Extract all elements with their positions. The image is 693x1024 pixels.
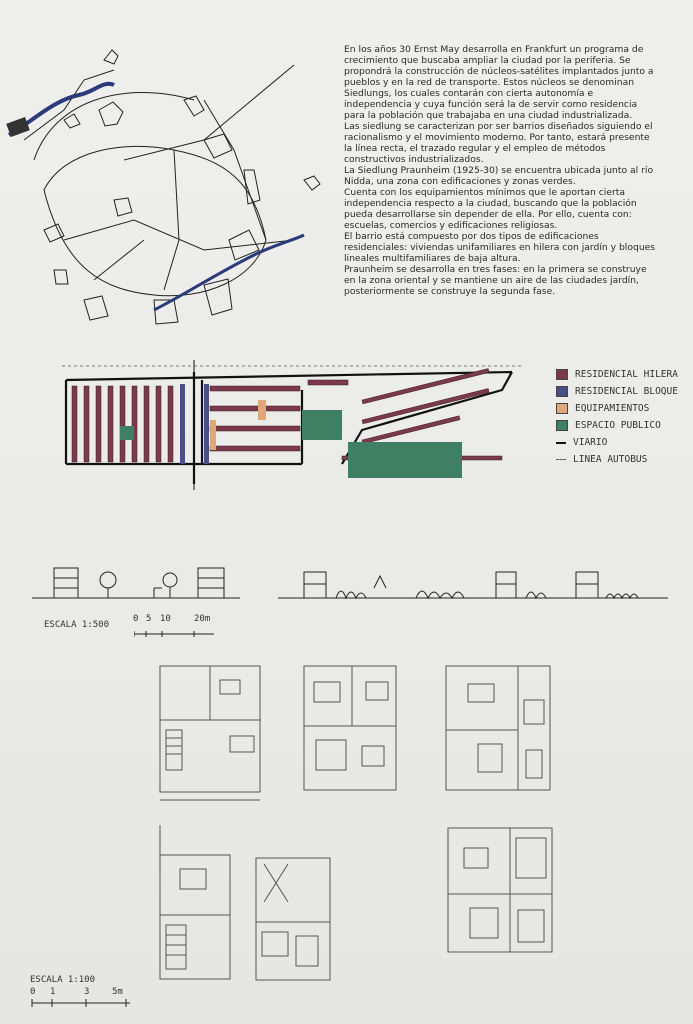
floor-plan-3 bbox=[438, 660, 558, 800]
description-paragraph-1: En los años 30 Ernst May desarrolla en Frankfurt un programa de crecimiento que buscaba ampliar la ciudad por la periferia. Se propondrá la construcción de núcleos-satélites implantados junto a pueblos y en la red de transporte. Estos núcleos se denominan Siedlungs, los cuales contarán con cierta autonomía e independencia y cuya función será la de servir como residencia para la población que trabajaba en una ciudad industrializada. bbox=[344, 44, 654, 121]
legend-item-viario: VIARIO bbox=[556, 434, 686, 451]
site-plan-drawing bbox=[62, 360, 532, 490]
floor-plan-4 bbox=[150, 825, 240, 985]
description-paragraph-2: Las siedlung se caracterizan por ser barrios diseñados siguiendo el racionalismo y el movimiento moderno. Por tanto, estará presente la línea recta, el trazado regular y el empleo de métodos constructivos industrializados. bbox=[344, 121, 653, 165]
floor-plan-1 bbox=[150, 660, 270, 805]
description-paragraph-6: Praunheim se desarrolla en tres fases: en la primera se construye en la zona oriental y se mantiene un aire de las ciudades jardín, posteriormente se construye la segunda fase. bbox=[344, 264, 647, 297]
legend-item-espacio-publico: ESPACIO PUBLICO bbox=[556, 417, 686, 434]
plan-scale-tick-5m: 5m bbox=[112, 987, 123, 997]
legend-dash bbox=[556, 459, 566, 460]
plan-scale-tick-1: 1 bbox=[50, 987, 56, 997]
plan-scale-title: ESCALA 1:100 bbox=[30, 975, 96, 985]
section-scale-tick-20m: 20m bbox=[194, 614, 211, 624]
legend-item-residencial-hilera: RESIDENCIAL HILERA bbox=[556, 366, 686, 383]
site-plan-legend bbox=[556, 366, 686, 468]
floor-plan-5 bbox=[248, 852, 338, 982]
description-paragraph-4: Cuenta con los equipamientos mínimos que le aportan cierta independencia respecto a la ciudad, buscando que la población pueda desarrollarse sin depender de ella. Por ello, cuenta con: escuelas, comercios y edificaciones religiosas. bbox=[344, 187, 637, 231]
section-scale-title: ESCALA 1:500 bbox=[44, 620, 110, 630]
legend-item-equipamientos: EQUIPAMIENTOS bbox=[556, 400, 686, 417]
section-drawing-left bbox=[30, 558, 250, 608]
legend-item-residencial-bloque: RESIDENCIAL BLOQUE bbox=[556, 383, 686, 400]
floor-plan-2 bbox=[296, 660, 406, 805]
legend-line bbox=[556, 442, 566, 444]
legend-swatch bbox=[556, 369, 568, 380]
section-scale-bar bbox=[134, 628, 224, 640]
plan-scale-bar bbox=[30, 996, 140, 1010]
section-scale-tick-0: 0 bbox=[133, 614, 139, 624]
section-scale-tick-5: 5 bbox=[146, 614, 152, 624]
legend-swatch bbox=[556, 403, 568, 414]
description-paragraph-3: La Siedlung Praunheim (1925-30) se encuentra ubicada junto al río Nidda, una zona con edificaciones y zonas verdes. bbox=[344, 165, 654, 187]
plan-scale-tick-3: 3 bbox=[84, 987, 90, 997]
section-drawing-right bbox=[276, 558, 676, 608]
plan-scale-tick-0: 0 bbox=[30, 987, 36, 997]
description-paragraph-5: El barrio está compuesto por dos tipos de edificaciones residenciales: viviendas unifamiliares en hilera con jardín y bloques lineales multifamiliares de baja altura. bbox=[344, 231, 656, 264]
city-map-drawing bbox=[4, 40, 334, 340]
section-scale-tick-10: 10 bbox=[160, 614, 171, 624]
legend-swatch bbox=[556, 420, 568, 431]
description-text bbox=[344, 44, 659, 297]
floor-plan-6 bbox=[440, 818, 560, 963]
legend-swatch bbox=[556, 386, 568, 397]
legend-item-linea-autobus: LINEA AUTOBUS bbox=[556, 451, 686, 468]
